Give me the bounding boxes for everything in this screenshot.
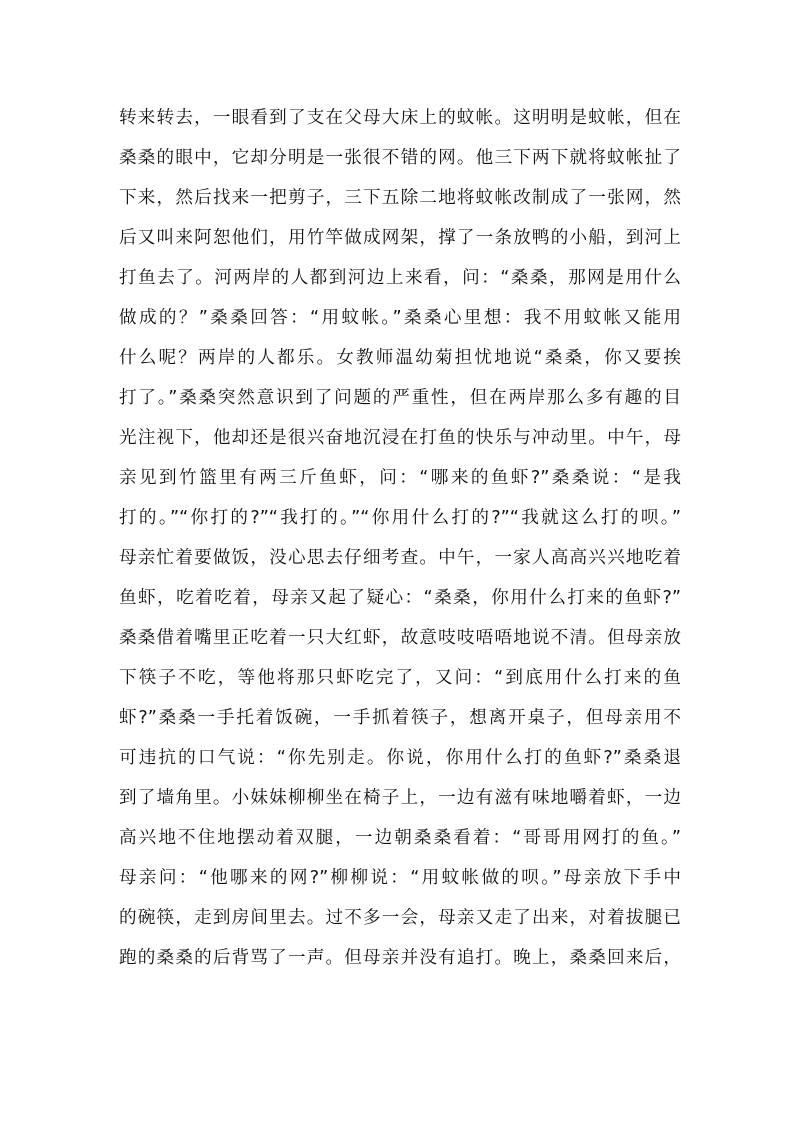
- text-line: 打的。”“你打的?”“我打的。”“你用什么打的?”“我就这么打的呗。”: [119, 508, 681, 528]
- text-line: 光注视下，他却还是很兴奋地沉浸在打鱼的快乐与冲动里。中午，母: [119, 428, 681, 448]
- text-line: 下筷子不吃，等他将那只虾吃完了，又问：“到底用什么打来的鱼: [119, 668, 681, 688]
- text-line: 做成的？”桑桑回答：“用蚊帐。”桑桑心里想：我不用蚊帐又能用: [119, 308, 681, 328]
- text-line: 跑的桑桑的后背骂了一声。但母亲并没有追打。晚上，桑桑回来后，: [119, 948, 681, 968]
- text-line: 什么呢？两岸的人都乐。女教师温幼菊担忧地说“桑桑，你又要挨: [119, 348, 681, 368]
- text-line: 到了墙角里。小妹妹柳柳坐在椅子上，一边有滋有味地嚼着虾，一边: [119, 788, 681, 808]
- text-line: 虾?”桑桑一手托着饭碗，一手抓着筷子，想离开桌子，但母亲用不: [119, 708, 681, 728]
- body-text: [119, 98, 681, 978]
- text-line: 母亲忙着要做饭，没心思去仔细考查。中午，一家人高高兴兴地吃着: [119, 548, 681, 568]
- text-line: 可违抗的口气说：“你先别走。你说，你用什么打的鱼虾?”桑桑退: [119, 748, 681, 768]
- text-line: 亲见到竹篮里有两三斤鱼虾，问：“哪来的鱼虾?”桑桑说：“是我: [119, 468, 681, 488]
- text-line: 转来转去，一眼看到了支在父母大床上的蚊帐。这明明是蚊帐，但在: [119, 108, 681, 128]
- text-line: 母亲问：“他哪来的网?”柳柳说：“用蚊帐做的呗。”母亲放下手中: [119, 868, 681, 888]
- text-line: 高兴地不住地摆动着双腿，一边朝桑桑看着：“哥哥用网打的鱼。”: [119, 828, 681, 848]
- text-line: 桑桑的眼中，它却分明是一张很不错的网。他三下两下就将蚊帐扯了: [119, 148, 681, 168]
- text-line: 打鱼去了。河两岸的人都到河边上来看，问：“桑桑，那网是用什么: [119, 268, 681, 288]
- text-line: 后又叫来阿恕他们，用竹竿做成网架，撑了一条放鸭的小船，到河上: [119, 228, 681, 248]
- text-line: 桑桑借着嘴里正吃着一只大红虾，故意吱吱唔唔地说不清。但母亲放: [119, 628, 681, 648]
- text-line: 鱼虾，吃着吃着，母亲又起了疑心：“桑桑，你用什么打来的鱼虾?”: [119, 588, 681, 608]
- text-line: 打了。”桑桑突然意识到了问题的严重性，但在两岸那么多有趣的目: [119, 388, 681, 408]
- text-line: 下来，然后找来一把剪子，三下五除二地将蚊帐改制成了一张网，然: [119, 188, 681, 208]
- text-line: 的碗筷，走到房间里去。过不多一会，母亲又走了出来，对着拔腿已: [119, 908, 681, 928]
